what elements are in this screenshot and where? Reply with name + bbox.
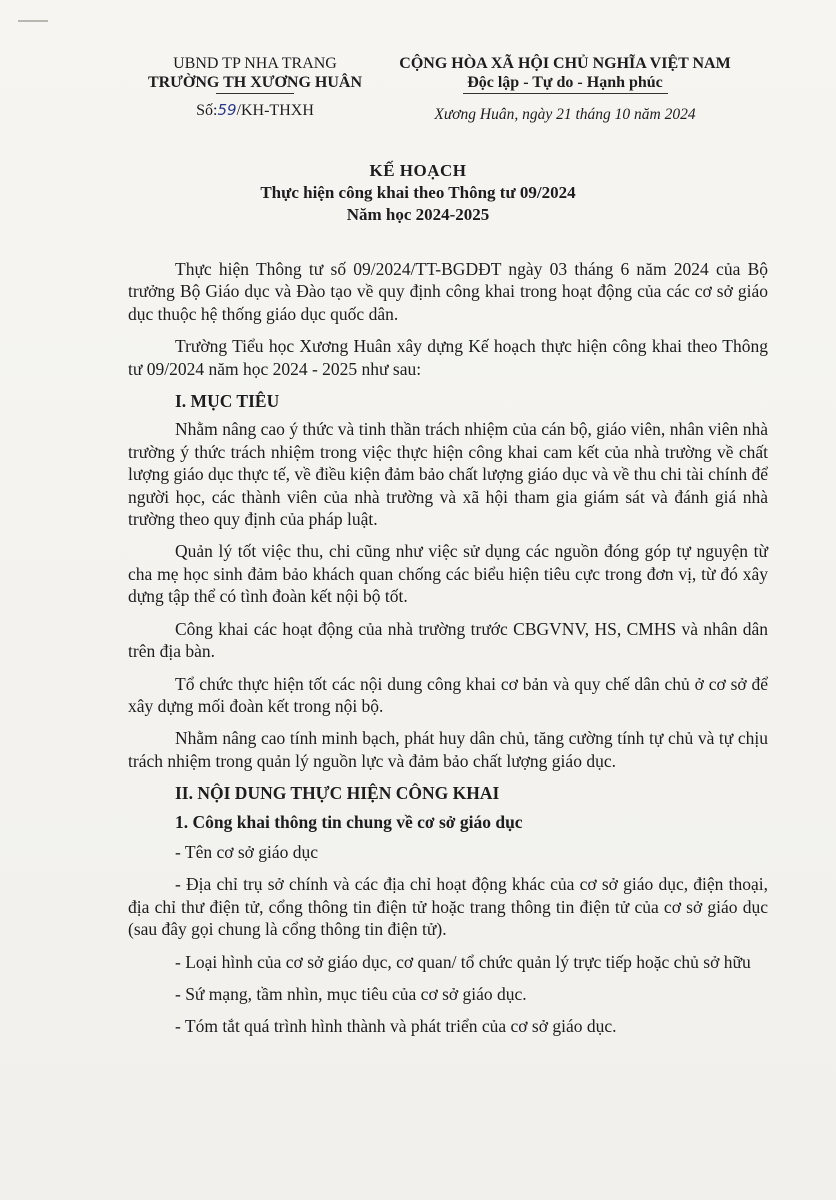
intro-paragraph-1: Thực hiện Thông tư số 09/2024/TT-BGDĐT ngày 03 tháng 6 năm 2024 của Bộ trưởng Bộ Giáo dục và Đào tạo về quy định công khai trong hoạt động của các cơ sở giáo dục thuộc hệ thống giáo dục quốc dân.	[128, 259, 768, 324]
section-2-heading: II. NỘI DUNG THỰC HIỆN CÔNG KHAI	[175, 783, 500, 804]
national-motto: Độc lập - Tự do - Hạnh phúc	[467, 74, 663, 91]
document-body	[128, 258, 768, 1048]
motto-underline	[463, 93, 668, 94]
list-item: - Tên cơ sở giáo dục	[175, 841, 319, 862]
section-1-heading: I. MỤC TIÊU	[175, 391, 280, 412]
list-item: - Địa chỉ trụ sở chính và các địa chỉ hoạt động khác của cơ sở giáo dục, điện thoại, địa chỉ thư điện tử, cổng thông tin điện tử hoặc trang thông tin điện tử của cơ sở giáo dục (sau đây gọi chung là cổng thông tin điện tử).	[128, 874, 768, 940]
title-sub-2: Năm học 2024-2025	[346, 205, 490, 224]
scan-mark	[18, 20, 48, 22]
issuer-authority: UBND TP NHA TRANG	[173, 55, 337, 72]
issuer-block	[140, 54, 370, 120]
doc-number-prefix: Số:	[196, 102, 218, 119]
issuer-underline	[216, 93, 294, 94]
doc-number-suffix: /KH-THXH	[236, 102, 314, 119]
objective-paragraph-5: Nhằm nâng cao tính minh bạch, phát huy dân chủ, tăng cường tính tự chủ và tự chịu trách nhiệm trong quản lý nguồn lực và đảm bảo chất lượng giáo dục.	[128, 728, 768, 771]
title-main: KẾ HOẠCH	[369, 161, 467, 180]
intro-paragraph-2: Trường Tiểu học Xương Huân xây dựng Kế hoạch thực hiện công khai theo Thông tư 09/2024 năm học 2024 - 2025 như sau:	[128, 336, 768, 379]
list-item: - Loại hình của cơ sở giáo dục, cơ quan/ tổ chức quản lý trực tiếp hoặc chủ sở hữu	[175, 951, 751, 972]
list-item: - Tóm tắt quá trình hình thành và phát triển của cơ sở giáo dục.	[175, 1016, 617, 1037]
document-number	[140, 101, 370, 120]
objective-paragraph-4: Tổ chức thực hiện tốt các nội dung công khai cơ bản và quy chế dân chủ ở cơ sở để xây dựng mối đoàn kết trong nội bộ.	[128, 673, 768, 716]
objective-paragraph-1: Nhằm nâng cao ý thức và tinh thần trách nhiệm của cán bộ, giáo viên, nhân viên nhà trường ý thức trách nhiệm trong việc thực hiện công khai cam kết của nhà trường về chất lượng giáo dục thực tế, về điều kiện đảm bảo chất lượng giáo dục và về thu chi tài chính để người học, các thành viên của nhà trường và xã hội tham gia giám sát và đánh giá nhà trường theo quy định của pháp luật.	[128, 419, 768, 530]
issuer-school: TRƯỜNG TH XƯƠNG HUÂN	[147, 74, 363, 91]
objective-paragraph-3: Công khai các hoạt động của nhà trường trước CBGVNV, HS, CMHS và nhân dân trên địa bàn.	[128, 618, 768, 662]
document-title	[0, 160, 836, 226]
subsection-1-heading: 1. Công khai thông tin chung về cơ sở giáo dục	[175, 811, 523, 832]
document-date: Xương Huân, ngày 21 tháng 10 năm 2024	[434, 106, 696, 123]
document-header	[0, 54, 836, 134]
national-heading	[370, 54, 760, 124]
title-sub-1: Thực hiện công khai theo Thông tư 09/2024	[260, 183, 576, 202]
doc-number-handwritten: 59	[217, 101, 237, 119]
national-title: CỘNG HÒA XÃ HỘI CHỦ NGHĨA VIỆT NAM	[399, 55, 731, 72]
objective-paragraph-2: Quản lý tốt việc thu, chi cũng như việc sử dụng các nguồn đóng góp tự nguyện từ cha mẹ học sinh đảm bảo khách quan chống các biểu hiện tiêu cực trong đơn vị, từ đó xây dựng tập thể có tình đoàn kết nội bộ tốt.	[128, 541, 768, 607]
list-item: - Sứ mạng, tầm nhìn, mục tiêu của cơ sở giáo dục.	[175, 983, 527, 1004]
